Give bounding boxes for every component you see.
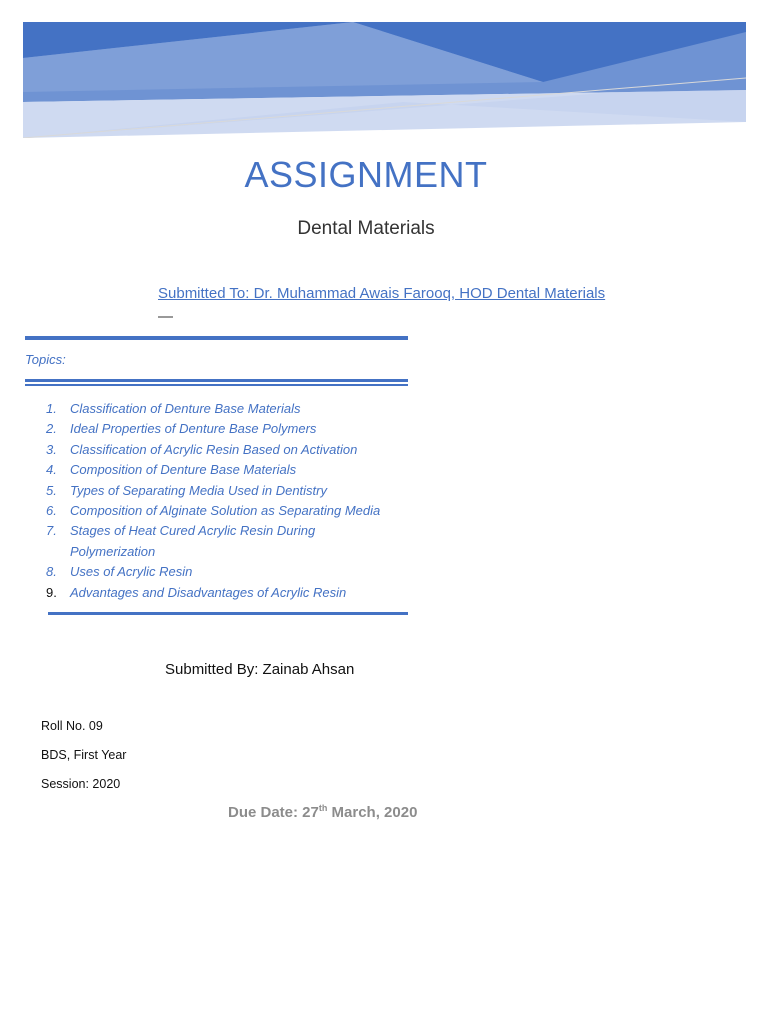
list-item	[46, 440, 426, 460]
list-item	[46, 501, 426, 521]
due-date-suffix: March, 2020	[327, 804, 418, 821]
divider-bottom	[48, 612, 408, 615]
list-item-text: Types of Separating Media Used in Dentistry	[70, 482, 327, 498]
divider-double-bottom	[25, 384, 408, 386]
list-number: 1.	[46, 401, 57, 416]
list-number: 9.	[46, 584, 57, 600]
dash-mark: —	[158, 308, 173, 325]
submitted-by: Submitted By: Zainab Ahsan	[165, 661, 355, 678]
divider-double-top	[25, 379, 408, 382]
list-number: 8.	[46, 564, 57, 580]
due-date-ordinal: th	[318, 803, 328, 813]
list-item	[46, 481, 426, 501]
list-item-text: Uses of Acrylic Resin	[70, 564, 193, 580]
list-item	[46, 399, 426, 419]
due-date-prefix: Due Date: 27	[228, 804, 319, 821]
list-number: 4.	[46, 462, 57, 478]
session-year: Session: 2020	[41, 777, 121, 791]
divider-top	[25, 336, 408, 340]
topics-label: Topics:	[25, 352, 66, 367]
due-date	[228, 803, 417, 821]
list-item-text: Composition of Denture Base Materials	[70, 462, 297, 478]
list-item-text: Classification of Denture Base Materials	[70, 401, 301, 416]
list-number: 6.	[46, 503, 57, 519]
list-number: 5.	[46, 482, 57, 498]
topic-list	[46, 399, 426, 603]
submitted-to-link[interactable]: Submitted To: Dr. Muhammad Awais Farooq, HOD Dental Materials	[158, 285, 606, 302]
document-title: ASSIGNMENT	[244, 154, 488, 195]
list-item	[46, 521, 336, 562]
list-item-text: Ideal Properties of Denture Base Polymers	[70, 421, 317, 437]
list-number: 3.	[46, 441, 57, 457]
roll-number: Roll No. 09	[41, 719, 103, 733]
list-item-text: Composition of Alginate Solution as Separating Media	[70, 503, 381, 519]
list-item	[46, 583, 426, 603]
list-item	[46, 460, 426, 480]
list-item-text: Classification of Acrylic Resin Based on Activation	[70, 441, 358, 457]
header-banner-graphic	[23, 22, 746, 138]
program-year: BDS, First Year	[41, 748, 127, 762]
list-item-text: Advantages and Disadvantages of Acrylic Resin	[70, 584, 347, 600]
list-item	[46, 419, 426, 439]
list-item-text: Stages of Heat Cured Acrylic Resin During Polymerization	[70, 523, 316, 559]
list-item	[46, 562, 426, 582]
list-number: 7.	[46, 523, 57, 539]
document-subtitle: Dental Materials	[297, 218, 435, 239]
list-number: 2.	[46, 421, 57, 437]
